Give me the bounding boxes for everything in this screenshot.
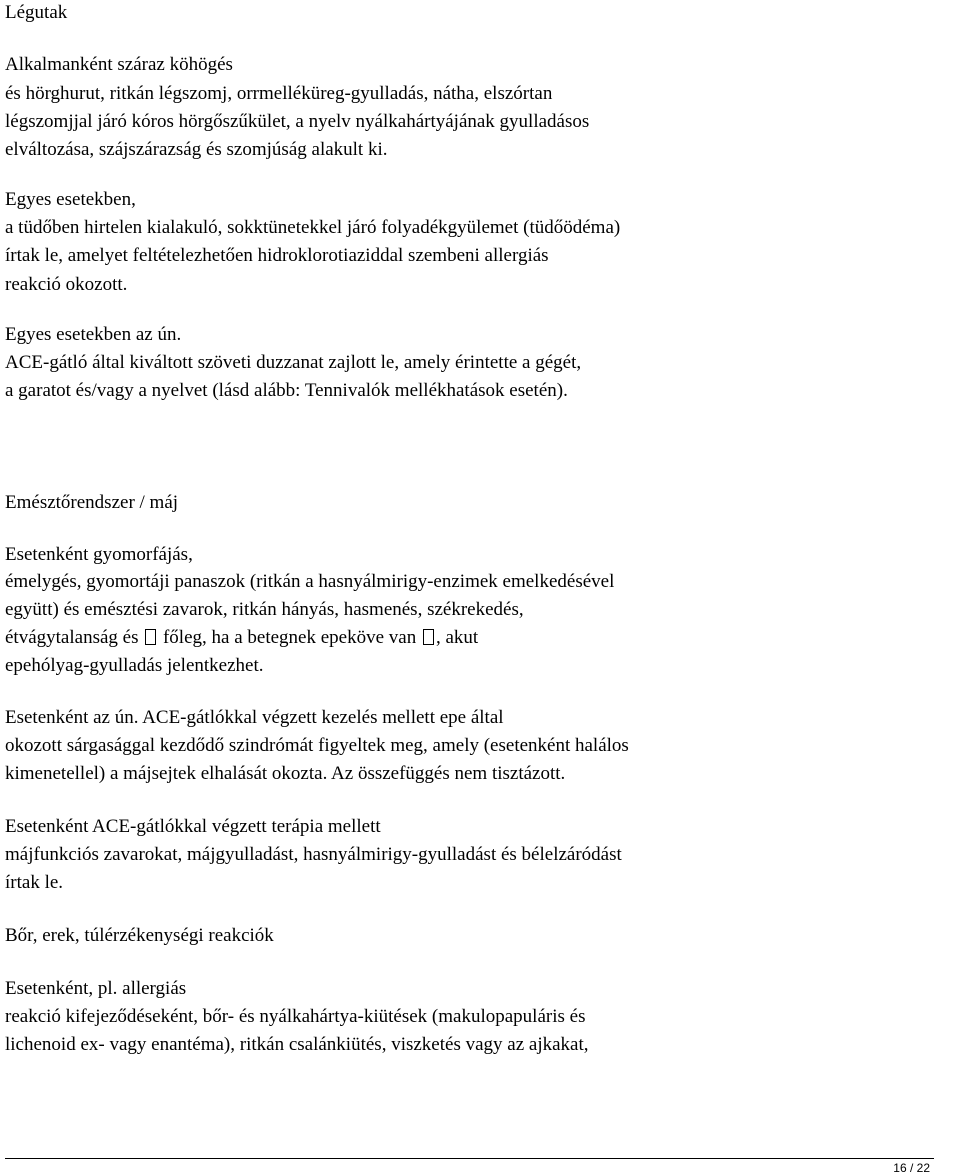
section-heading-airways: Légutak (5, 2, 68, 23)
paragraph-line: kimenetellel) a májsejtek elhalását okozta. Az összefüggés nem tisztázott. (5, 763, 566, 784)
paragraph-line: Esetenként gyomorfájás, (5, 544, 193, 565)
paragraph-line: lichenoid ex- vagy enantéma), ritkán csalánkiütés, viszketés vagy az ajkakat, (5, 1034, 589, 1055)
text-segment: főleg, ha a betegnek epeköve van (162, 627, 417, 648)
paragraph-line: és hörghurut, ritkán légszomj, orrmelléküreg-gyulladás, nátha, elszórtan (5, 83, 553, 104)
paragraph-line: írtak le, amelyet feltételezhetően hidroklorotiaziddal szembeni allergiás (5, 245, 549, 266)
paragraph-line: együtt) és emésztési zavarok, ritkán hányás, hasmenés, székrekedés, (5, 599, 524, 620)
footer-divider (5, 1158, 934, 1159)
paragraph-line: Esetenként, pl. allergiás (5, 978, 187, 999)
paragraph-line: epehólyag-gyulladás jelentkezhet. (5, 655, 264, 676)
missing-glyph-icon (423, 629, 434, 645)
paragraph-line: a tüdőben hirtelen kialakuló, sokktünetekkel járó folyadékgyülemet (tüdőödéma) (5, 217, 621, 238)
paragraph-line: reakció kifejeződéseként, bőr- és nyálkahártya-kiütések (makulopapuláris és (5, 1006, 586, 1027)
section-heading-digestive: Emésztőrendszer / máj (5, 492, 179, 513)
paragraph-line: elváltozása, szájszárazság és szomjúság alakult ki. (5, 139, 388, 160)
paragraph-line: légszomjjal járó kóros hörgőszűkület, a nyelv nyálkahártyájának gyulladásos (5, 111, 590, 132)
paragraph-line: reakció okozott. (5, 274, 128, 295)
paragraph-line: májfunkciós zavarokat, májgyulladást, hasnyálmirigy-gyulladást és bélelzáródást (5, 844, 622, 865)
paragraph-line: émelygés, gyomortáji panaszok (ritkán a hasnyálmirigy-enzimek emelkedésével (5, 571, 615, 592)
paragraph-line: írtak le. (5, 872, 64, 893)
paragraph-line: Alkalmanként száraz köhögés (5, 54, 233, 75)
section-heading-skin: Bőr, erek, túlérzékenységi reakciók (5, 925, 274, 946)
text-segment: , akut (435, 627, 479, 648)
paragraph-line: a garatot és/vagy a nyelvet (lásd alább: Tennivalók mellékhatások esetén). (5, 380, 568, 401)
missing-glyph-icon (145, 629, 156, 645)
text-segment: étvágytalanság és (5, 627, 139, 648)
paragraph-line: Esetenként ACE-gátlókkal végzett terápia mellett (5, 816, 381, 837)
paragraph-line-with-symbols (5, 628, 478, 647)
paragraph-line: Egyes esetekben az ún. (5, 324, 182, 345)
paragraph-line: okozott sárgasággal kezdődő szindrómát figyeltek meg, amely (esetenként halálos (5, 735, 629, 756)
page-number: 16 / 22 (893, 1161, 930, 1175)
paragraph-line: ACE-gátló által kiváltott szöveti duzzanat zajlott le, amely érintette a gégét, (5, 352, 582, 373)
paragraph-line: Esetenként az ún. ACE-gátlókkal végzett kezelés mellett epe által (5, 707, 504, 728)
paragraph-line: Egyes esetekben, (5, 189, 136, 210)
